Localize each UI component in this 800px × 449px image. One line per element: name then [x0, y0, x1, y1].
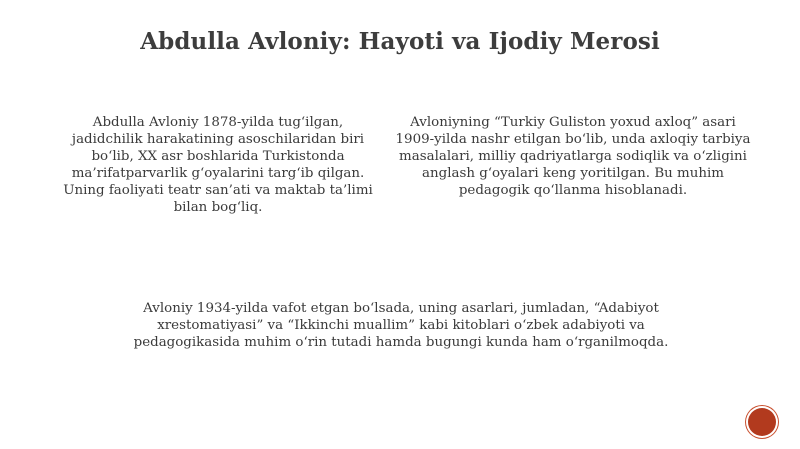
slide-title: Abdulla Avloniy: Hayoti va Ijodiy Merosi	[140, 28, 660, 55]
circle-nav-icon[interactable]	[748, 408, 776, 436]
paragraph-turkiy-guliston: Avloniyning “Turkiy Guliston yoxud axloq” asari 1909-yilda nashr etilgan bo‘lib, unda axloqiy tarbiya masalalari, milliy qadriyatlarga sodiqlik va o‘zligini anglash g‘oyalari keng yoritilgan. Bu muhim pedagogik qo‘llanma hisoblanadi.	[395, 115, 751, 198]
paragraph-legacy: Avloniy 1934-yilda vafot etgan bo‘lsada, uning asarlari, jumladan, “Adabiyot xrestomatiyasi” va “Ikkinchi muallim” kabi kitoblari o‘zbek adabiyoti va pedagogikasida muhim o‘rin tutadi hamda bugungi kunda ham o‘rganilmoqda.	[133, 301, 669, 350]
paragraph-biography: Abdulla Avloniy 1878-yilda tug‘ilgan, jadidchilik harakatining asoschilaridan biri bo‘lib, XX asr boshlarida Turkistonda ma’rifatparvarlik g‘oyalarini targ‘ib qilgan. Uning faoliyati teatr san’ati va maktab ta’limi bilan bog‘liq.	[63, 115, 373, 215]
